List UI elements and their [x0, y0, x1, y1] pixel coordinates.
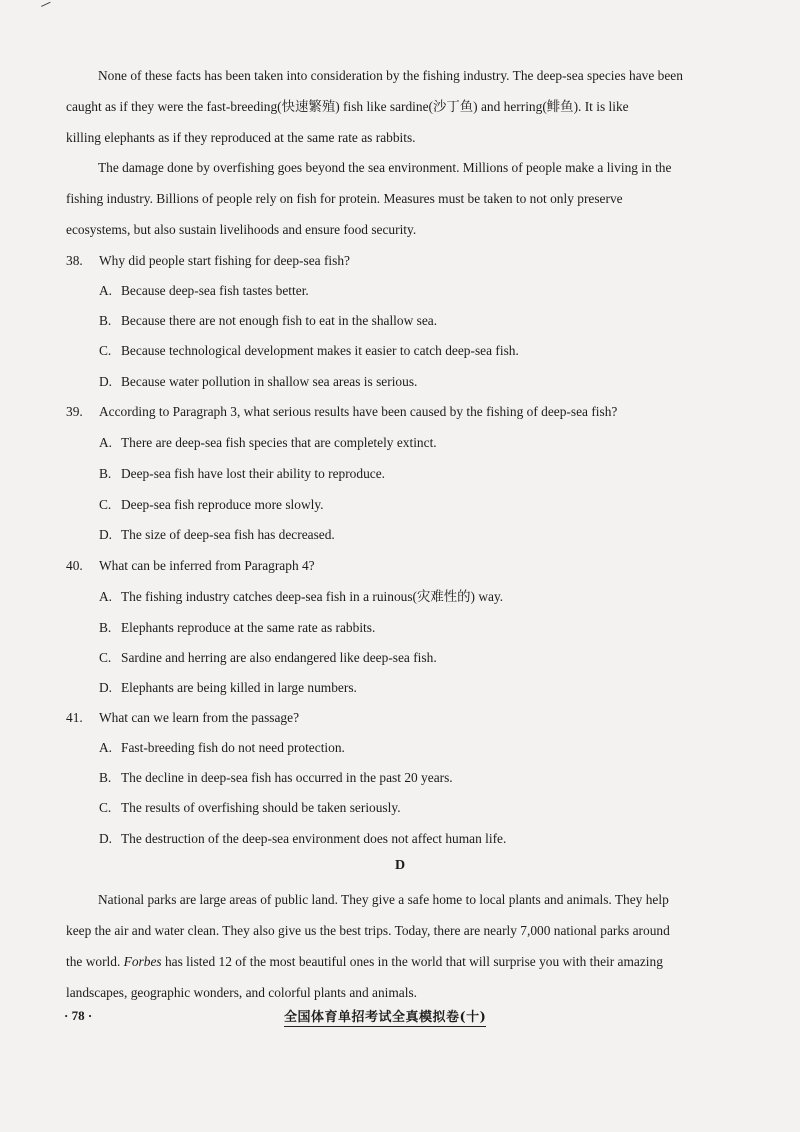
question-41-option-c[interactable]: [99, 793, 699, 823]
option-text: Fast-breeding fish do not need protection.: [121, 740, 345, 755]
passage-d-line4: landscapes, geographic wonders, and colorful plants and animals.: [66, 985, 418, 1000]
question-number: 40.: [66, 558, 83, 573]
question-text: According to Paragraph 3, what serious results have been caused by the fishing of deep-sea fish?: [99, 404, 618, 419]
option-text: Because deep-sea fish tastes better.: [121, 283, 309, 298]
passage-d-line2: keep the air and water clean. They also give us the best trips. Today, there are nearly 7,000 national parks around: [66, 923, 670, 938]
question-39-option-d[interactable]: [99, 520, 699, 550]
option-text: The decline in deep-sea fish has occurred in the past 20 years.: [121, 770, 453, 785]
option-text: The results of overfishing should be taken seriously.: [121, 800, 401, 815]
option-letter: D.: [99, 831, 113, 846]
question-38: [66, 246, 706, 276]
question-38-option-b[interactable]: [99, 306, 699, 336]
option-letter: A.: [99, 283, 113, 298]
option-text: Because water pollution in shallow sea areas is serious.: [121, 374, 418, 389]
question-39-option-b[interactable]: [99, 459, 699, 489]
question-number: 38.: [66, 253, 83, 268]
question-text: What can we learn from the passage?: [99, 710, 300, 725]
question-text: What can be inferred from Paragraph 4?: [99, 558, 315, 573]
question-text: Why did people start fishing for deep-sea fish?: [99, 253, 350, 268]
question-40: [66, 551, 706, 581]
question-38-option-c[interactable]: [99, 336, 699, 366]
option-text: Elephants are being killed in large numbers.: [121, 680, 357, 695]
option-text: Because there are not enough fish to eat in the shallow sea.: [121, 313, 438, 328]
question-40-option-b[interactable]: [99, 613, 699, 643]
question-38-option-a[interactable]: [99, 276, 699, 306]
question-41-option-a[interactable]: [99, 733, 699, 763]
option-letter: B.: [99, 313, 112, 328]
option-letter: A.: [99, 435, 113, 450]
option-letter: D.: [99, 680, 113, 695]
option-text: The fishing industry catches deep-sea fish in a ruinous(灾难性的) way.: [121, 589, 504, 604]
option-letter: C.: [99, 343, 112, 358]
passage-d-line3-pre: the world.: [66, 954, 124, 969]
para5-line2: fishing industry. Billions of people rely on fish for protein. Measures must be taken to not only preserve: [66, 191, 623, 206]
passage-c-paragraph-4: [66, 60, 698, 153]
option-letter: A.: [99, 589, 113, 604]
footer-title: 全国体育单招考试全真模拟卷(十): [284, 1006, 486, 1027]
option-text: Sardine and herring are also endangered like deep-sea fish.: [121, 650, 437, 665]
page-number: · 78 ·: [64, 1008, 93, 1023]
question-41: [66, 703, 706, 733]
para5-line1: The damage done by overfishing goes beyond the sea environment. Millions of people make a living in the: [98, 160, 672, 175]
option-text: The destruction of the deep-sea environment does not affect human life.: [121, 831, 507, 846]
question-41-option-d[interactable]: [99, 824, 699, 854]
question-39-option-a[interactable]: [99, 428, 699, 458]
question-41-option-b[interactable]: [99, 763, 699, 793]
scan-mark: [39, 0, 50, 7]
option-text: Elephants reproduce at the same rate as rabbits.: [121, 620, 376, 635]
passage-c-paragraph-5: [66, 152, 698, 245]
section-d-heading: D: [394, 858, 406, 873]
para5-line3: ecosystems, but also sustain livelihoods and ensure food security.: [66, 222, 417, 237]
question-39: [66, 397, 706, 427]
question-40-option-a[interactable]: [99, 582, 699, 612]
question-38-option-d[interactable]: [99, 367, 699, 397]
question-40-option-d[interactable]: [99, 673, 699, 703]
option-letter: C.: [99, 650, 112, 665]
option-text: Deep-sea fish reproduce more slowly.: [121, 497, 324, 512]
passage-d-line3-post: has listed 12 of the most beautiful ones in the world that will surprise you with their amazing: [161, 954, 663, 969]
para4-line3: killing elephants as if they reproduced at the same rate as rabbits.: [66, 130, 416, 145]
passage-d-paragraph-1: [66, 884, 698, 1008]
option-letter: B.: [99, 620, 112, 635]
option-text: Because technological development makes it easier to catch deep-sea fish.: [121, 343, 519, 358]
question-number: 39.: [66, 404, 83, 419]
option-letter: B.: [99, 466, 112, 481]
para4-line1: None of these facts has been taken into consideration by the fishing industry. The deep-sea species have been: [98, 68, 683, 83]
option-letter: B.: [99, 770, 112, 785]
passage-d-line1: National parks are large areas of public land. They give a safe home to local plants and animals. They help: [98, 892, 669, 907]
option-text: The size of deep-sea fish has decreased.: [121, 527, 335, 542]
question-39-option-c[interactable]: [99, 490, 699, 520]
option-letter: A.: [99, 740, 113, 755]
option-text: There are deep-sea fish species that are completely extinct.: [121, 435, 437, 450]
option-letter: C.: [99, 800, 112, 815]
option-text: Deep-sea fish have lost their ability to reproduce.: [121, 466, 386, 481]
para4-line2: caught as if they were the fast-breeding(快速繁殖) fish like sardine(沙丁鱼) and herring(鲱鱼). It is like: [66, 99, 629, 114]
question-number: 41.: [66, 710, 83, 725]
forbes-italic: Forbes: [123, 954, 162, 969]
option-letter: D.: [99, 374, 113, 389]
option-letter: C.: [99, 497, 112, 512]
option-letter: D.: [99, 527, 113, 542]
question-40-option-c[interactable]: [99, 643, 699, 673]
